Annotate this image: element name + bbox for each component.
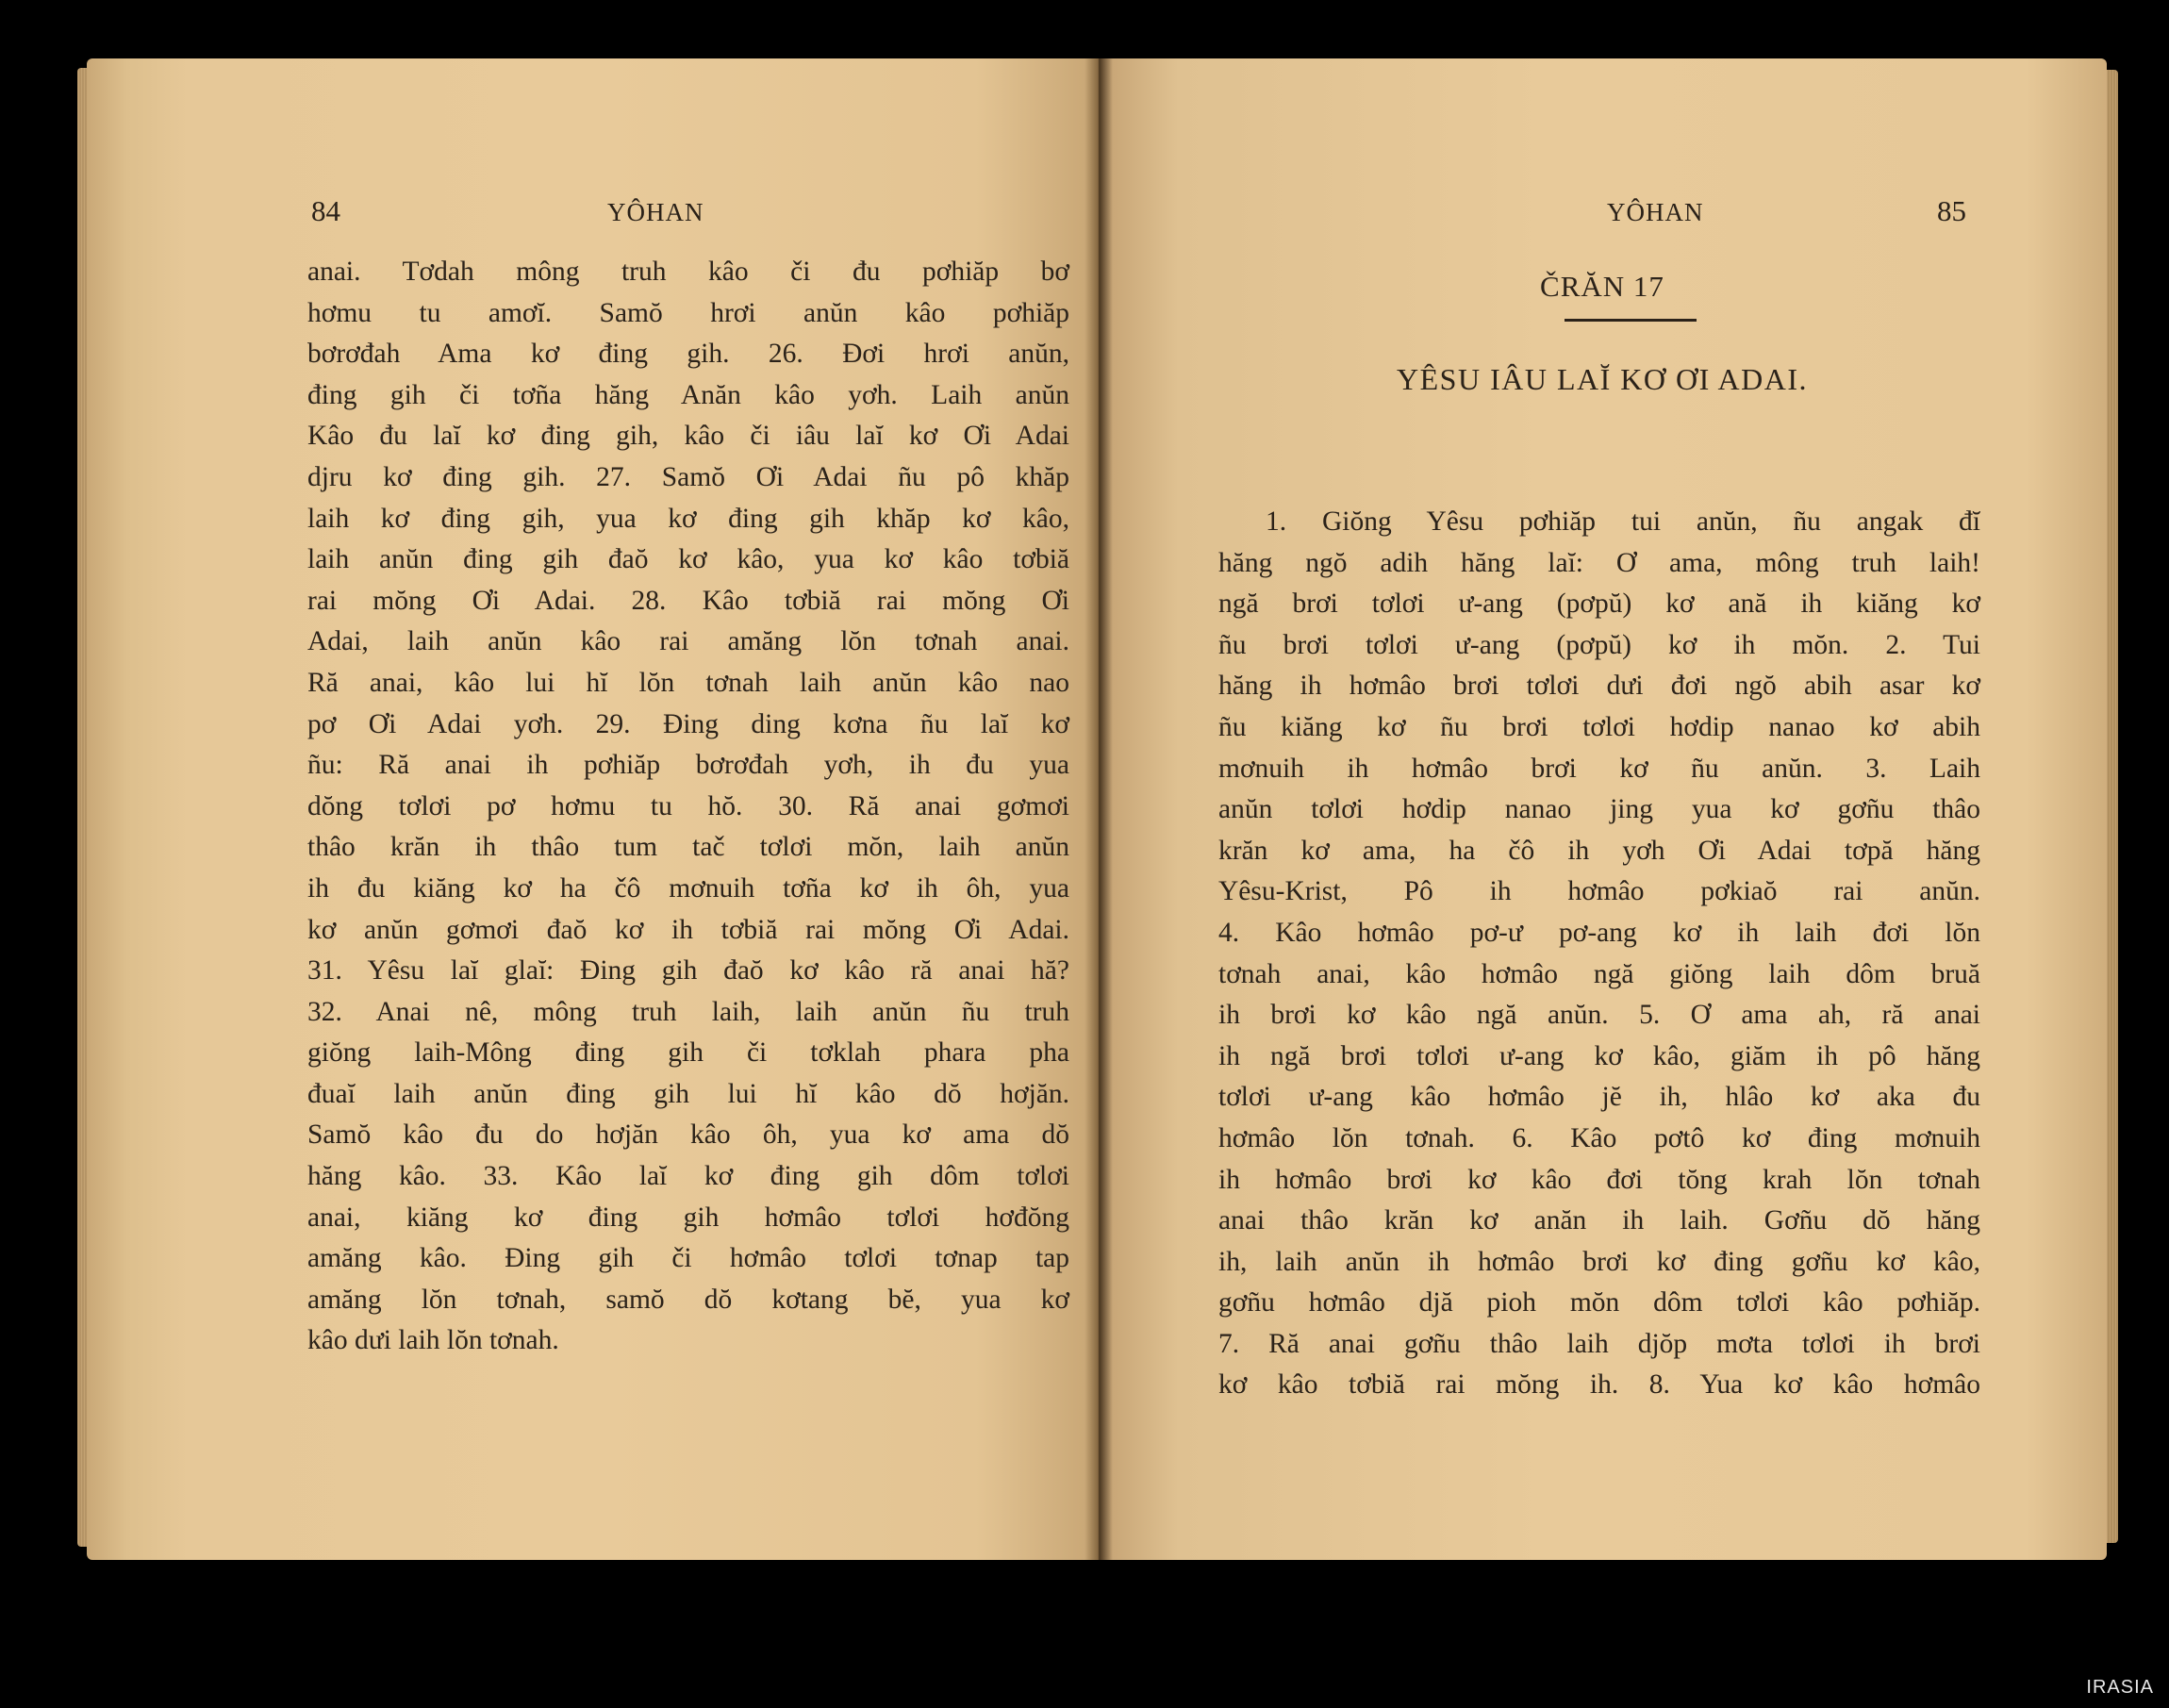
- text-line: đing gih či tơña hăng Anăn kâo yơh. Laih anŭn: [307, 379, 1069, 410]
- open-book: [87, 58, 2107, 1560]
- text-line: tơlơi ư-ang kâo hơmâo jĕ ih, hlâo kơ aka đu: [1218, 1082, 1980, 1113]
- text-line: djru kơ đing gih. 27. Samŏ Ơi Adai ñu pô khăp: [307, 461, 1069, 492]
- text-line: ih đu kiăng kơ ha čô mơnuih tơña kơ ih ôh, yua: [307, 872, 1069, 904]
- text-line: hăng kâo. 33. Kâo laĭ kơ đing gih dôm tơlơi: [307, 1161, 1069, 1192]
- text-line: kâo dưi laih lŏn tơnah.: [307, 1325, 559, 1356]
- text-line: Kâo đu laĭ kơ đing gih, kâo či iâu laĭ kơ Ơi Adai: [307, 421, 1069, 452]
- text-line: mơnuih ih hơmâo brơi kơ ñu anŭn. 3. Laih: [1218, 753, 1980, 784]
- left-page-body: [307, 252, 1069, 1362]
- text-line: Yêsu-Krist, Pô ih hơmâo pơkiaŏ rai anŭn.: [1218, 876, 1980, 907]
- text-line: Ră anai, kâo lui hĭ lŏn tơnah laih anŭn kâo nao: [307, 667, 1069, 698]
- text-line: Samŏ kâo đu do hơjăn kâo ôh, yua kơ ama dŏ: [307, 1119, 1069, 1151]
- text-line: hăng ih hơmâo brơi tơlơi dưi đơi ngŏ abih asar kơ: [1218, 671, 1980, 702]
- text-line: 7. Ră anai gơñu thâo laih djŏp mơta tơlơi ih brơi: [1218, 1328, 1980, 1359]
- running-head-left: YÔHAN: [607, 198, 704, 226]
- text-line: krăn kơ ama, ha čô ih yơh Ơi Adai tơpă hăng: [1218, 835, 1980, 866]
- watermark: IRASIA: [2086, 1677, 2154, 1698]
- text-line: ngă brơi tơlơi ư-ang (pơpŭ) kơ ană ih kiăng kơ: [1218, 589, 1980, 620]
- left-page: [87, 58, 1098, 1560]
- text-line: ih ngă brơi tơlơi ư-ang kơ kâo, giăm ih pô hăng: [1218, 1040, 1980, 1071]
- text-line: laih anŭn đing gih đaŏ kơ kâo, yua kơ kâo tơbiă: [307, 544, 1069, 575]
- running-head-right: YÔHAN: [1607, 198, 1704, 226]
- text-line: giŏng laih-Mông đing gih či tơklah phara pha: [307, 1037, 1069, 1069]
- text-line: amăng lŏn tơnah, samŏ dŏ kơtang bĕ, yua kơ: [307, 1284, 1069, 1315]
- text-line: kơ anŭn gơmơi đaŏ kơ ih tơbiă rai mŏng Ơi Adai.: [307, 914, 1069, 945]
- text-line: ñu brơi tơlơi ư-ang (pơpŭ) kơ ih mŏn. 2. Tui: [1218, 629, 1980, 660]
- text-line: thâo krăn ih thâo tum tač tơlơi mŏn, laih anŭn: [307, 832, 1069, 863]
- text-line: anai thâo krăn kơ anăn ih laih. Gơñu dŏ hăng: [1218, 1205, 1980, 1236]
- text-line: hơmu tu amơĭ. Samŏ hrơi anŭn kâo pơhiăp: [307, 297, 1069, 328]
- text-line: anŭn tơlơi hơdip nanao jing yua kơ gơñu thâo: [1218, 794, 1980, 825]
- text-line: 4. Kâo hơmâo pơ-ư pơ-ang kơ ih laih đơi lŏn: [1218, 917, 1980, 948]
- text-line: Adai, laih anŭn kâo rai amăng lŏn tơnah anai.: [307, 626, 1069, 657]
- text-line: amăng kâo. Đing gih či hơmâo tơlơi tơnap tap: [307, 1243, 1069, 1274]
- book-gutter: [1084, 58, 1113, 1560]
- text-line: anai. Tơdah mông truh kâo či đu pơhiăp bơ: [307, 257, 1069, 287]
- text-line: dŏng tơlơi pơ hơmu tu hŏ. 30. Ră anai gơmơi: [307, 790, 1069, 821]
- chapter-heading: ČRĂN 17: [1540, 270, 1664, 303]
- text-line: pơ Ơi Adai yơh. 29. Đing ding kơna ñu laĭ kơ: [307, 708, 1069, 739]
- text-line: ñu: Ră anai ih pơhiăp bơrơđah yơh, ih đu yua: [307, 750, 1069, 781]
- text-line: gơñu hơmâo djă pioh mŏn dôm tơlơi kâo pơhiăp.: [1218, 1287, 1980, 1318]
- text-line: hăng ngŏ adih hăng laĭ: Ơ ama, mông truh laih!: [1218, 547, 1980, 578]
- text-line: rai mŏng Ơi Adai. 28. Kâo tơbiă rai mŏng Ơi: [307, 585, 1069, 616]
- page-number-left: 84: [311, 194, 340, 227]
- text-line: ih, laih anŭn ih hơmâo brơi kơ đing gơñu kơ kâo,: [1218, 1246, 1980, 1277]
- text-line: đuaĭ laih anŭn đing gih lui hĭ kâo dŏ hơjăn.: [307, 1078, 1069, 1109]
- page-number-right: 85: [1937, 194, 1966, 227]
- text-line: bơrơđah Ama kơ đing gih. 26. Đơi hrơi anŭn,: [307, 339, 1069, 370]
- right-page-body: [1218, 502, 1980, 1406]
- text-line: 32. Anai nê, mông truh laih, laih anŭn ñu truh: [307, 996, 1069, 1027]
- text-line: ih hơmâo brơi kơ kâo đơi tŏng krah lŏn tơnah: [1218, 1164, 1980, 1195]
- text-line: ih brơi kơ kâo ngă anŭn. 5. Ơ ama ah, ră anai: [1218, 1000, 1980, 1031]
- chapter-underline: [1565, 319, 1697, 322]
- text-line: kơ kâo tơbiă rai mŏng ih. 8. Yua kơ kâo hơmâo: [1218, 1369, 1980, 1401]
- right-page: [1098, 58, 2107, 1560]
- text-line: hơmâo lŏn tơnah. 6. Kâo pơtô kơ đing mơnuih: [1218, 1122, 1980, 1153]
- text-line: tơnah anai, kâo hơmâo ngă giŏng laih dôm bruă: [1218, 958, 1980, 989]
- text-line: 31. Yêsu laĭ glaĭ: Đing gih đaŏ kơ kâo ră anai hă?: [307, 955, 1069, 987]
- text-line: laih kơ đing gih, yua kơ đing gih khăp kơ kâo,: [307, 503, 1069, 534]
- text-line: anai, kiăng kơ đing gih hơmâo tơlơi hơđŏng: [307, 1202, 1069, 1233]
- section-title: YÊSU IÂU LAĬ KƠ ƠI ADAI.: [1397, 362, 1808, 396]
- text-line: ñu kiăng kơ ñu brơi tơlơi hơdip nanao kơ abih: [1218, 711, 1980, 742]
- text-line: 1. Giŏng Yêsu pơhiăp tui anŭn, ñu angak đĭ: [1266, 506, 1980, 537]
